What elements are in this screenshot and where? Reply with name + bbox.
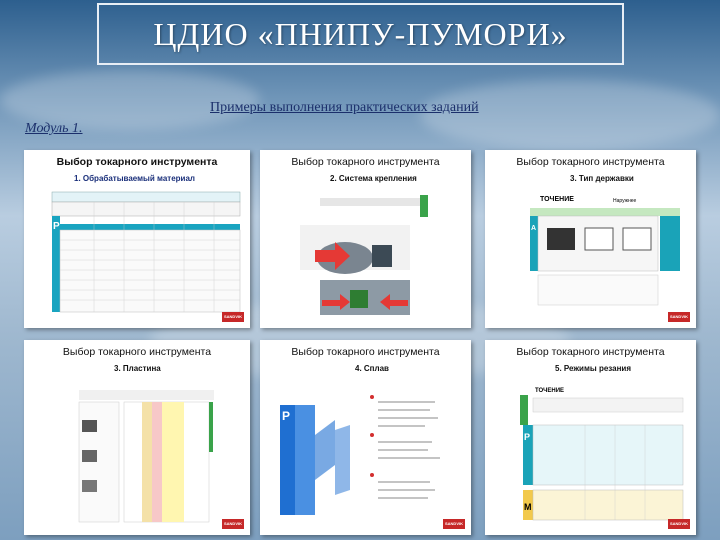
sandvik-logo: SANDVIK — [222, 312, 244, 322]
material-table-graphic — [24, 150, 250, 328]
clamping-system-graphic — [260, 150, 471, 328]
tag-external: Наружнее — [613, 198, 637, 204]
slide-subtitle: 1. Обрабатываемый материал — [74, 174, 195, 183]
sandvik-logo: SANDVIK — [222, 519, 244, 529]
tag-turning: ТОЧЕНИЕ — [540, 196, 574, 203]
slide-title: Выбор токарного инструмента — [62, 346, 212, 358]
page-title: ЦДИО «ПНИПУ-ПУМОРИ» — [153, 15, 568, 52]
slide-cutting-modes[interactable] — [485, 340, 696, 535]
slide-subtitle: 3. Тип державки — [570, 174, 634, 183]
section-subtitle[interactable]: Примеры выполнения практических заданий — [210, 100, 479, 115]
slide-title: Выбор токарного инструмента — [516, 346, 665, 358]
slide-subtitle: 4. Сплав — [355, 364, 389, 373]
cutting-modes-graphic — [485, 340, 696, 535]
slide-title: Выбор токарного инструмента — [291, 346, 440, 358]
slide-alloy[interactable] — [260, 340, 471, 535]
title-frame — [97, 3, 624, 65]
slide-title: Выбор токарного инструмента — [56, 156, 218, 168]
slide-title: Выбор токарного инструмента — [291, 156, 440, 168]
holder-type-graphic — [485, 150, 696, 328]
alloy-group-letter: P — [282, 409, 291, 423]
slide-title: Выбор токарного инструмента — [516, 156, 665, 168]
sandvik-logo: SANDVIK — [443, 519, 465, 529]
slide-holder-type[interactable] — [485, 150, 696, 328]
material-group-letter: P — [53, 221, 60, 232]
mode-group-letter-p: P — [524, 432, 531, 442]
slide-subtitle: 3. Пластина — [114, 364, 161, 373]
slide-material[interactable] — [24, 150, 250, 328]
insert-table-graphic — [24, 340, 250, 535]
slide-clamping[interactable] — [260, 150, 471, 328]
alloy-grade-graphic — [260, 340, 471, 535]
slide-subtitle: 2. Система крепления — [330, 174, 417, 183]
module-label[interactable]: Модуль 1. — [25, 121, 83, 136]
slide-subtitle: 5. Режимы резания — [555, 364, 632, 373]
tag-turning: ТОЧЕНИЕ — [535, 388, 565, 394]
sandvik-logo: SANDVIK — [668, 519, 690, 529]
holder-group-letter: A — [531, 225, 537, 232]
mode-group-letter-m: M — [524, 502, 532, 512]
sandvik-logo: SANDVIK — [668, 312, 690, 322]
slide-insert[interactable] — [24, 340, 250, 535]
